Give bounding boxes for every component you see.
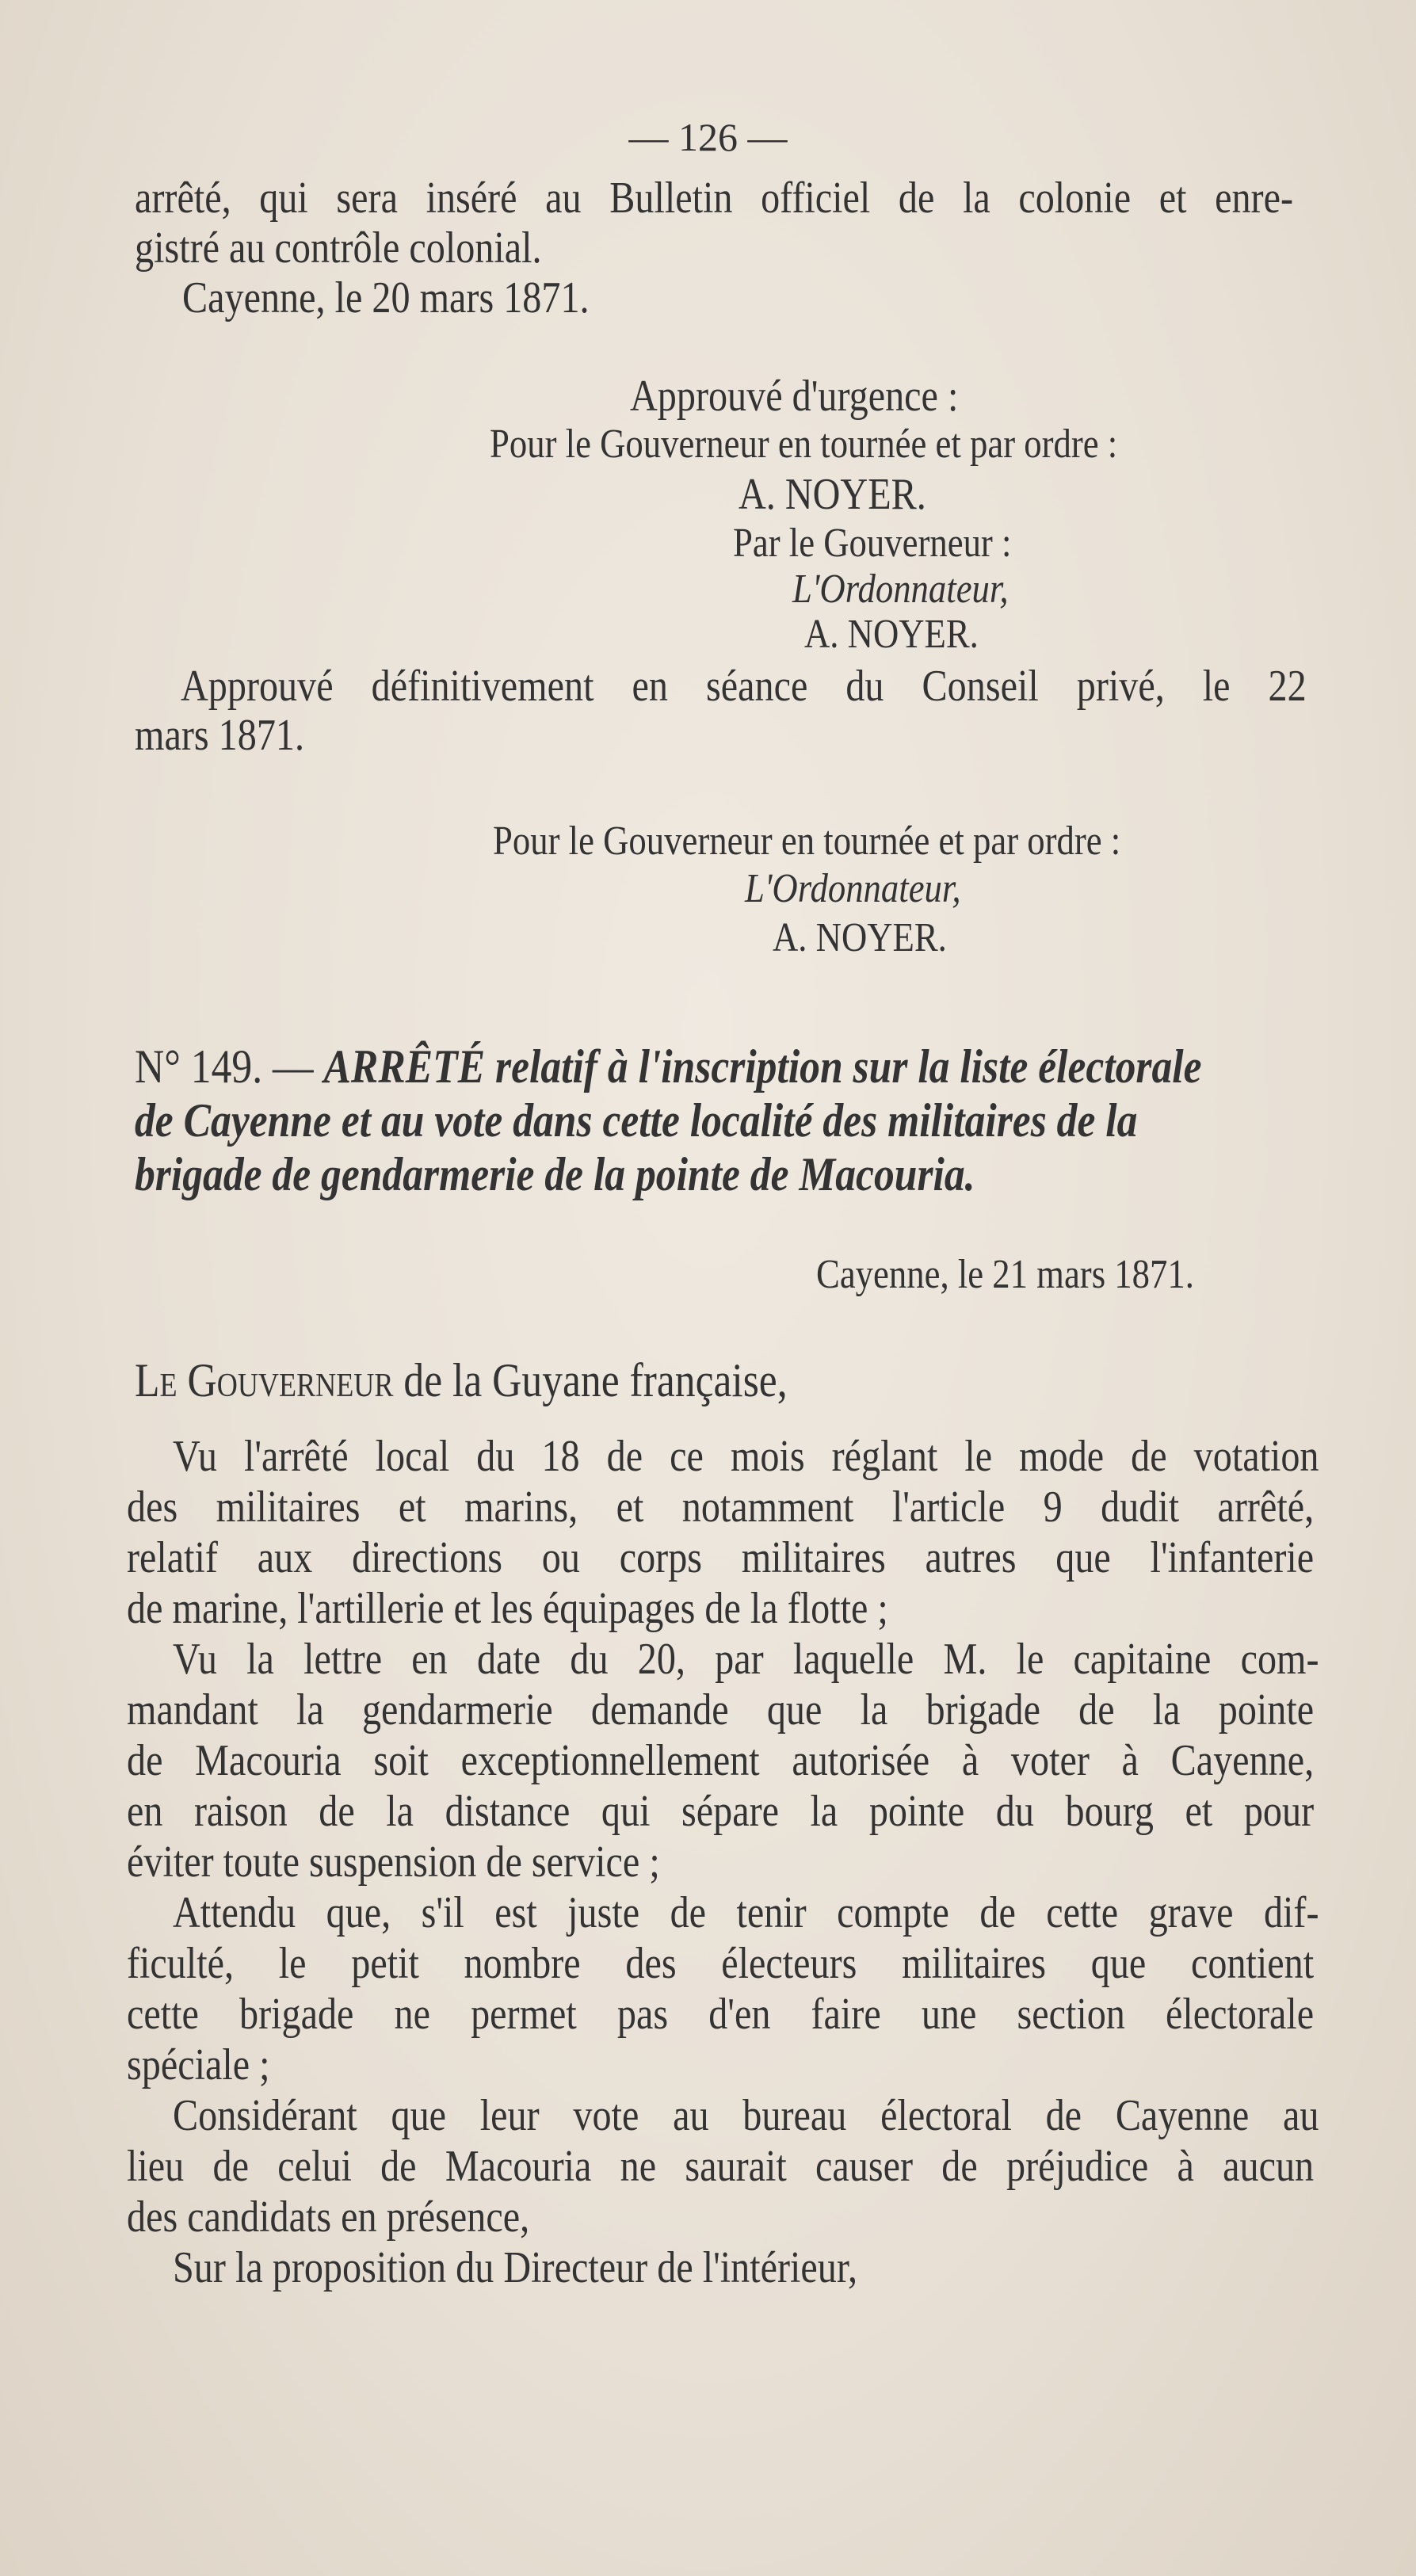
signature: A. NOYER. [804,612,979,657]
approval-for-line: Pour le Gouverneur en tournée et par ordre : [490,422,1118,467]
text-line: de marine, l'artillerie et les équipages de la flotte ; [127,1584,888,1633]
text-line: des candidats en présence, [127,2192,530,2242]
page-number: — 126 — [628,115,788,159]
ordonnateur-title: L'Ordonnateur, [792,567,1009,612]
text-line: ficulté, le petit nombre des électeurs militaires que contient [127,1939,1315,1988]
text-line: gistré au contrôle colonial. [135,223,542,273]
signature: A. NOYER. [739,470,926,519]
text-line: Attendu que, s'il est juste de tenir compte de cette grave dif- [173,1888,1319,1937]
text-line: Vu l'arrêté local du 18 de ce mois réglant le mode de votation [173,1432,1319,1481]
text-line: éviter toute suspension de service ; [127,1838,660,1887]
decree-heading-line [135,1040,1202,1093]
text-line: spéciale ; [127,2040,270,2089]
text-line: Approuvé définitivement en séance du Conseil privé, le 22 [181,662,1307,711]
date-line: Cayenne, le 21 mars 1871. [816,1252,1194,1297]
date-line: Cayenne, le 20 mars 1871. [182,273,590,322]
approval-heading: Approuvé d'urgence : [630,372,959,421]
text-line: lieu de celui de Macouria ne saurait causer de préjudice à aucun [127,2142,1315,2191]
ordonnateur-title: L'Ordonnateur, [745,866,961,911]
text-line: mars 1871. [135,711,305,760]
opening-le: Le [135,1354,177,1406]
approval-for-line: Pour le Gouverneur en tournée et par ordre : [493,819,1121,864]
decree-title-start: ARRÊTÉ relatif à l'inscription sur la liste électorale [323,1040,1202,1093]
opening-gouverneur: Gouverneur [187,1354,394,1406]
text-line: Considérant que leur vote au bureau électoral de Cayenne au [173,2091,1319,2140]
decree-title-line: brigade de gendarmerie de la pointe de Macouria. [135,1148,975,1200]
text-line: en raison de la distance qui sépare la pointe du bourg et pour [127,1787,1315,1836]
text-line: relatif aux directions ou corps militaires autres que l'infanterie [127,1533,1315,1582]
text-line: cette brigade ne permet pas d'en faire une section électorale [127,1990,1315,2039]
signature: A. NOYER. [773,915,947,960]
text-line: arrêté, qui sera inséré au Bulletin officiel de la colonie et enre- [135,174,1293,223]
opening-line [135,1354,788,1406]
opening-rest: de la Guyane française, [403,1354,788,1406]
by-line: Par le Gouverneur : [733,521,1012,566]
text-line: mandant la gendarmerie demande que la brigade de la pointe [127,1685,1315,1735]
text-line: de Macouria soit exceptionnellement autorisée à voter à Cayenne, [127,1736,1315,1785]
decree-number: N° 149. — [135,1040,314,1093]
text-line: des militaires et marins, et notamment l'article 9 dudit arrêté, [127,1483,1315,1532]
decree-title-line: de Cayenne et au vote dans cette localité des militaires de la [135,1094,1138,1147]
text-line: Sur la proposition du Directeur de l'intérieur, [173,2243,858,2292]
text-line: Vu la lettre en date du 20, par laquelle M. le capitaine com- [173,1635,1319,1684]
